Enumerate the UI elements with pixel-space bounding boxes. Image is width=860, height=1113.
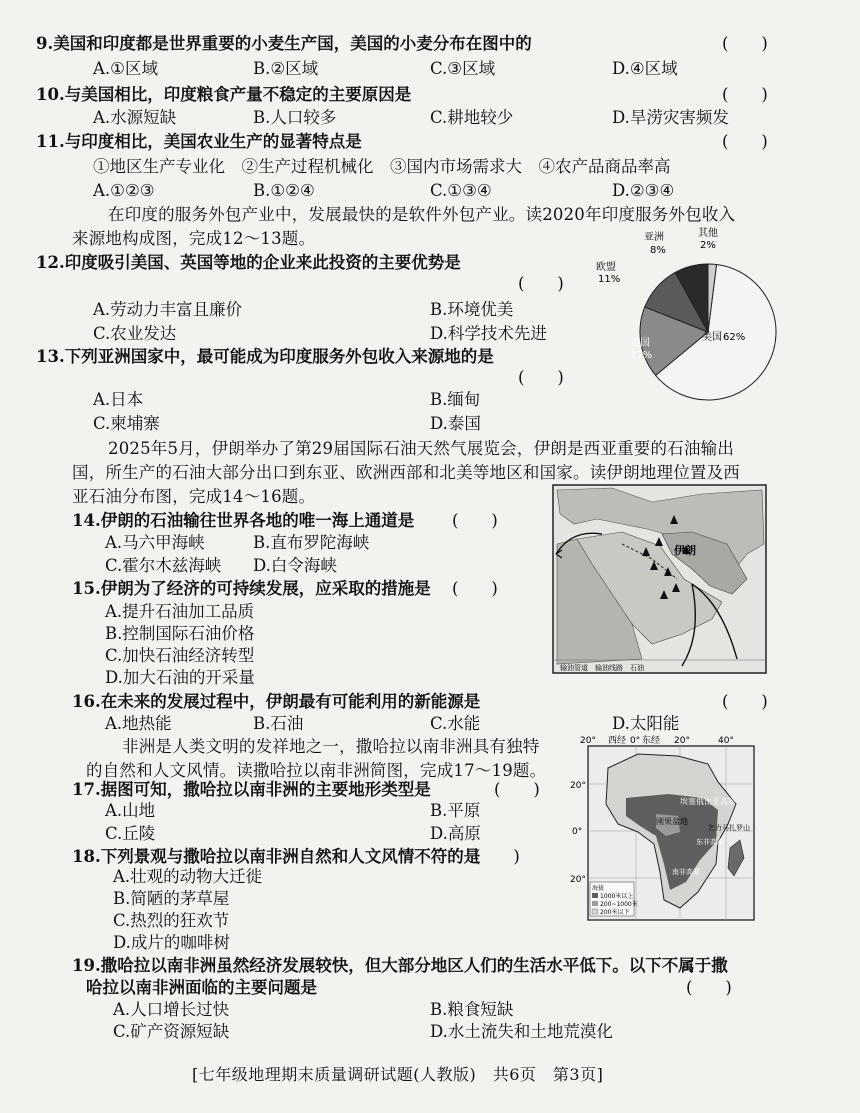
intro-12-13-line2: 来源地构成图，完成12～13题。 bbox=[72, 229, 316, 248]
q10-stem: 10.与美国相比，印度粮食产量不稳定的主要原因是 bbox=[36, 85, 412, 104]
q13-option-b[interactable]: B.缅甸 bbox=[430, 390, 481, 409]
congo-basin-label: 刚果盆地 bbox=[656, 817, 688, 826]
q9-option-d[interactable]: D.④区域 bbox=[612, 59, 678, 78]
q13-option-a[interactable]: A.日本 bbox=[93, 390, 144, 409]
east-african-plateau-label: 东非高原 bbox=[696, 838, 724, 846]
q18-option-d[interactable]: D.成片的咖啡树 bbox=[113, 933, 230, 952]
q13-answer-blank[interactable]: ( ) bbox=[518, 368, 564, 387]
q14-option-b[interactable]: B.直布罗陀海峡 bbox=[253, 533, 370, 552]
intro-17-19-line2: 的自然和人文风情。读撒哈拉以南非洲简图，完成17～19题。 bbox=[86, 761, 547, 780]
q12-stem: 12.印度吸引美国、英国等地的企业来此投资的主要优势是 bbox=[36, 253, 461, 272]
q9-option-a[interactable]: A.①区域 bbox=[93, 59, 158, 78]
q16-option-a[interactable]: A.地热能 bbox=[105, 714, 172, 733]
q16-option-c[interactable]: C.水能 bbox=[430, 714, 481, 733]
pie-label-asia: 亚洲 bbox=[644, 232, 664, 243]
pie-value-usa: 62% bbox=[723, 332, 746, 343]
q16-stem: 16.在未来的发展过程中，伊朗最有可能利用的新能源是 bbox=[72, 692, 481, 711]
q17-option-d[interactable]: D.高原 bbox=[430, 824, 481, 843]
q15-option-a[interactable]: A.提升石油加工品质 bbox=[105, 602, 255, 621]
sub-saharan-africa-map bbox=[568, 732, 758, 922]
q16-answer-blank[interactable]: ( ) bbox=[722, 692, 768, 711]
q10-option-b[interactable]: B.人口较多 bbox=[253, 108, 337, 127]
q10-answer-blank[interactable]: ( ) bbox=[722, 85, 768, 104]
legend-item-1000m: 1000米以上 bbox=[600, 893, 634, 900]
q9-option-c[interactable]: C.③区域 bbox=[430, 59, 496, 78]
legend-title: 海拔 bbox=[592, 885, 605, 892]
west-longitude-label: 西经 bbox=[608, 736, 627, 746]
q12-option-c[interactable]: C.农业发达 bbox=[93, 324, 177, 343]
q15-option-c[interactable]: C.加快石油经济转型 bbox=[105, 646, 255, 665]
q13-option-c[interactable]: C.柬埔寨 bbox=[93, 414, 160, 433]
q10-option-a[interactable]: A.水源短缺 bbox=[93, 108, 177, 127]
pie-value-other: 2% bbox=[700, 240, 716, 251]
q19-option-a[interactable]: A.人口增长过快 bbox=[113, 1000, 230, 1019]
lat-0-label: 0° bbox=[572, 827, 583, 837]
pie-value-eu: 11% bbox=[598, 274, 621, 285]
legend-item-200-1000m: 200~1000米 bbox=[600, 901, 638, 908]
q12-option-d[interactable]: D.科学技术先进 bbox=[430, 324, 547, 343]
q18-answer-blank[interactable]: ( ) bbox=[474, 847, 520, 866]
q15-stem: 15.伊朗为了经济的可持续发展，应采取的措施是 bbox=[72, 579, 431, 598]
lon-20w-label: 20° bbox=[580, 736, 596, 746]
q11-option-c[interactable]: C.①③④ bbox=[430, 181, 492, 200]
ethiopian-highlands-label: 埃塞俄比亚高原 bbox=[680, 797, 736, 806]
intro-14-16-line2: 国，所生产的石油大部分出口到东亚、欧洲西部和北美等地区和国家。读伊朗地理位置及西 bbox=[72, 463, 740, 482]
q13-stem: 13.下列亚洲国家中，最可能成为印度服务外包收入来源地的是 bbox=[36, 347, 494, 366]
q9-stem: 9.美国和印度都是世界重要的小麦生产国，美国的小麦分布在图中的 bbox=[36, 34, 532, 53]
q11-option-a[interactable]: A.①②③ bbox=[93, 181, 155, 200]
q15-option-b[interactable]: B.控制国际石油价格 bbox=[105, 624, 255, 643]
lat-20s-label: 20° bbox=[570, 875, 586, 885]
map1-legend: 输油管道 输油线路 石油 bbox=[560, 664, 644, 672]
q12-option-b[interactable]: B.环境优美 bbox=[430, 300, 514, 319]
revenue-source-pie-chart bbox=[590, 222, 790, 442]
q10-option-d[interactable]: D.旱涝灾害频发 bbox=[612, 108, 729, 127]
q15-answer-blank[interactable]: ( ) bbox=[452, 579, 498, 598]
legend-item-200m: 200米以下 bbox=[600, 909, 630, 916]
q17-option-b[interactable]: B.平原 bbox=[430, 801, 481, 820]
kilimanjaro-label: 乞力马扎罗山 bbox=[708, 824, 750, 832]
q18-option-a[interactable]: A.壮观的动物大迁徙 bbox=[113, 867, 263, 886]
q14-option-d[interactable]: D.白令海峡 bbox=[253, 556, 337, 575]
q19-option-b[interactable]: B.粮食短缺 bbox=[430, 1000, 514, 1019]
q19-answer-blank[interactable]: ( ) bbox=[686, 978, 732, 997]
lon-20e-label: 20° bbox=[674, 736, 690, 746]
pie-label-uk: 英国 bbox=[630, 338, 650, 349]
q11-stem: 11.与印度相比，美国农业生产的显著特点是 bbox=[36, 132, 362, 151]
south-african-plateau-label: 南非高原 bbox=[672, 868, 700, 876]
pie-value-uk: 17% bbox=[630, 350, 653, 361]
q17-option-c[interactable]: C.丘陵 bbox=[105, 824, 156, 843]
q11-option-d[interactable]: D.②③④ bbox=[612, 181, 675, 200]
q14-option-c[interactable]: C.霍尔木兹海峡 bbox=[105, 556, 222, 575]
q15-option-d[interactable]: D.加大石油的开采量 bbox=[105, 668, 255, 687]
q19-option-c[interactable]: C.矿产资源短缺 bbox=[113, 1022, 230, 1041]
iran-label: 伊朗 bbox=[674, 544, 696, 557]
pie-value-asia: 8% bbox=[650, 245, 666, 256]
intro-14-16-line1: 2025年5月，伊朗举办了第29届国际石油天然气展览会，伊朗是西亚重要的石油输出 bbox=[108, 439, 734, 458]
q19-option-d[interactable]: D.水土流失和土地荒漠化 bbox=[430, 1022, 613, 1041]
page-footer: [七年级地理期末质量调研试题(人教版) 共6页 第3页] bbox=[192, 1065, 604, 1084]
q18-option-c[interactable]: C.热烈的狂欢节 bbox=[113, 911, 230, 930]
lat-20n-label: 20° bbox=[570, 781, 586, 791]
q18-stem: 18.下列景观与撒哈拉以南非洲自然和人文风情不符的是 bbox=[72, 847, 481, 866]
east-longitude-label: 东经 bbox=[642, 736, 661, 746]
q16-option-d[interactable]: D.太阳能 bbox=[612, 714, 680, 733]
west-asia-oil-map bbox=[552, 484, 767, 674]
pie-label-eu: 欧盟 bbox=[596, 262, 616, 273]
q17-option-a[interactable]: A.山地 bbox=[105, 801, 156, 820]
q13-option-d[interactable]: D.泰国 bbox=[430, 414, 481, 433]
pie-label-usa: 美国 bbox=[702, 332, 722, 343]
intro-17-19-line1: 非洲是人类文明的发祥地之一，撒哈拉以南非洲具有独特 bbox=[122, 737, 540, 756]
q14-stem: 14.伊朗的石油输往世界各地的唯一海上通道是 bbox=[72, 511, 415, 530]
lon-40e-label: 40° bbox=[718, 736, 734, 746]
q19-stem-line1: 19.撒哈拉以南非洲虽然经济发展较快，但大部分地区人们的生活水平低下。以下不属于撒 bbox=[72, 956, 728, 975]
q11-option-b[interactable]: B.①②④ bbox=[253, 181, 315, 200]
q17-stem: 17.据图可知，撒哈拉以南非洲的主要地形类型是 bbox=[72, 780, 431, 799]
q9-answer-blank[interactable]: ( ) bbox=[722, 34, 768, 53]
q16-option-b[interactable]: B.石油 bbox=[253, 714, 304, 733]
pie-label-other: 其他 bbox=[698, 228, 718, 239]
q10-option-c[interactable]: C.耕地较少 bbox=[430, 108, 514, 127]
q9-option-b[interactable]: B.②区域 bbox=[253, 59, 319, 78]
q17-answer-blank[interactable]: ( ) bbox=[494, 780, 540, 799]
q19-stem-line2: 哈拉以南非洲面临的主要问题是 bbox=[86, 978, 317, 997]
lon-0-label: 0° bbox=[630, 736, 641, 746]
intro-14-16-line3: 亚石油分布图，完成14～16题。 bbox=[72, 487, 316, 506]
intro-12-13-line1: 在印度的服务外包产业中，发展最快的是软件外包产业。读2020年印度服务外包收入 bbox=[108, 205, 736, 224]
q18-option-b[interactable]: B.简陋的茅草屋 bbox=[113, 889, 230, 908]
q12-option-a[interactable]: A.劳动力丰富且廉价 bbox=[93, 300, 243, 319]
q14-option-a[interactable]: A.马六甲海峡 bbox=[105, 533, 205, 552]
q14-answer-blank[interactable]: ( ) bbox=[452, 511, 498, 530]
q12-answer-blank[interactable]: ( ) bbox=[518, 274, 564, 293]
q11-answer-blank[interactable]: ( ) bbox=[722, 132, 768, 151]
q11-statements: ①地区生产专业化 ②生产过程机械化 ③国内市场需求大 ④农产品商品率高 bbox=[93, 157, 671, 176]
